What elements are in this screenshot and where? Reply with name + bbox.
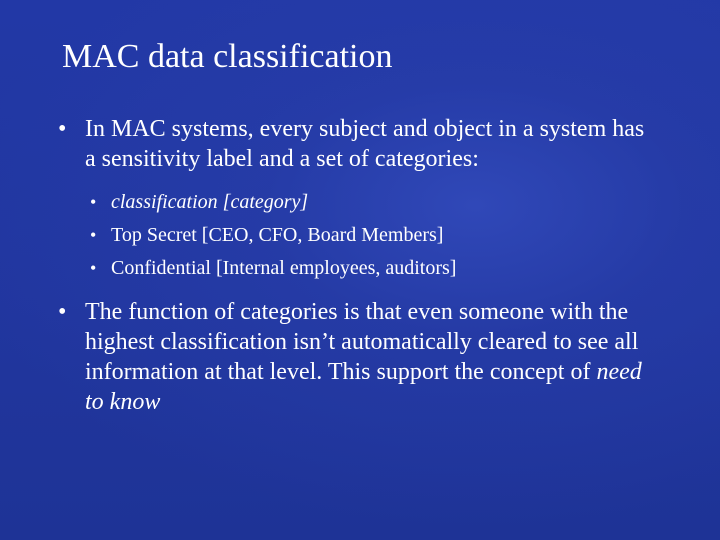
bullet-marker: • bbox=[58, 116, 67, 142]
bullet-point bbox=[58, 297, 658, 417]
slide-title: MAC data classification bbox=[62, 38, 393, 75]
sub-bullet-text: Confidential [Internal employees, auditors] bbox=[111, 257, 457, 279]
sub-bullet-marker: • bbox=[90, 258, 97, 278]
sub-bullet-point bbox=[58, 219, 658, 252]
sub-bullet-marker: • bbox=[90, 192, 97, 212]
slide-body bbox=[58, 114, 658, 427]
sub-bullet-text: Top Secret [CEO, CFO, Board Members] bbox=[111, 224, 444, 246]
bullet-marker: • bbox=[58, 299, 67, 325]
bullet-text: In MAC systems, every subject and object in a system has a sensitivity label and a set of categories: bbox=[85, 116, 645, 172]
bullet-text bbox=[85, 299, 642, 415]
bullet-text-emphasis: need to know bbox=[85, 359, 642, 415]
sub-bullet-text: classification [category] bbox=[111, 191, 309, 213]
sub-bullet-marker: • bbox=[90, 225, 97, 245]
sub-bullet-point bbox=[58, 186, 658, 219]
bullet-text-main: The function of categories is that even someone with the highest classification isn’t automatically cleared to see all information at that level. This support the concept of bbox=[85, 299, 639, 385]
sub-bullet-point bbox=[58, 252, 658, 285]
sub-bullet-list bbox=[58, 186, 658, 285]
bullet-point bbox=[58, 114, 658, 174]
